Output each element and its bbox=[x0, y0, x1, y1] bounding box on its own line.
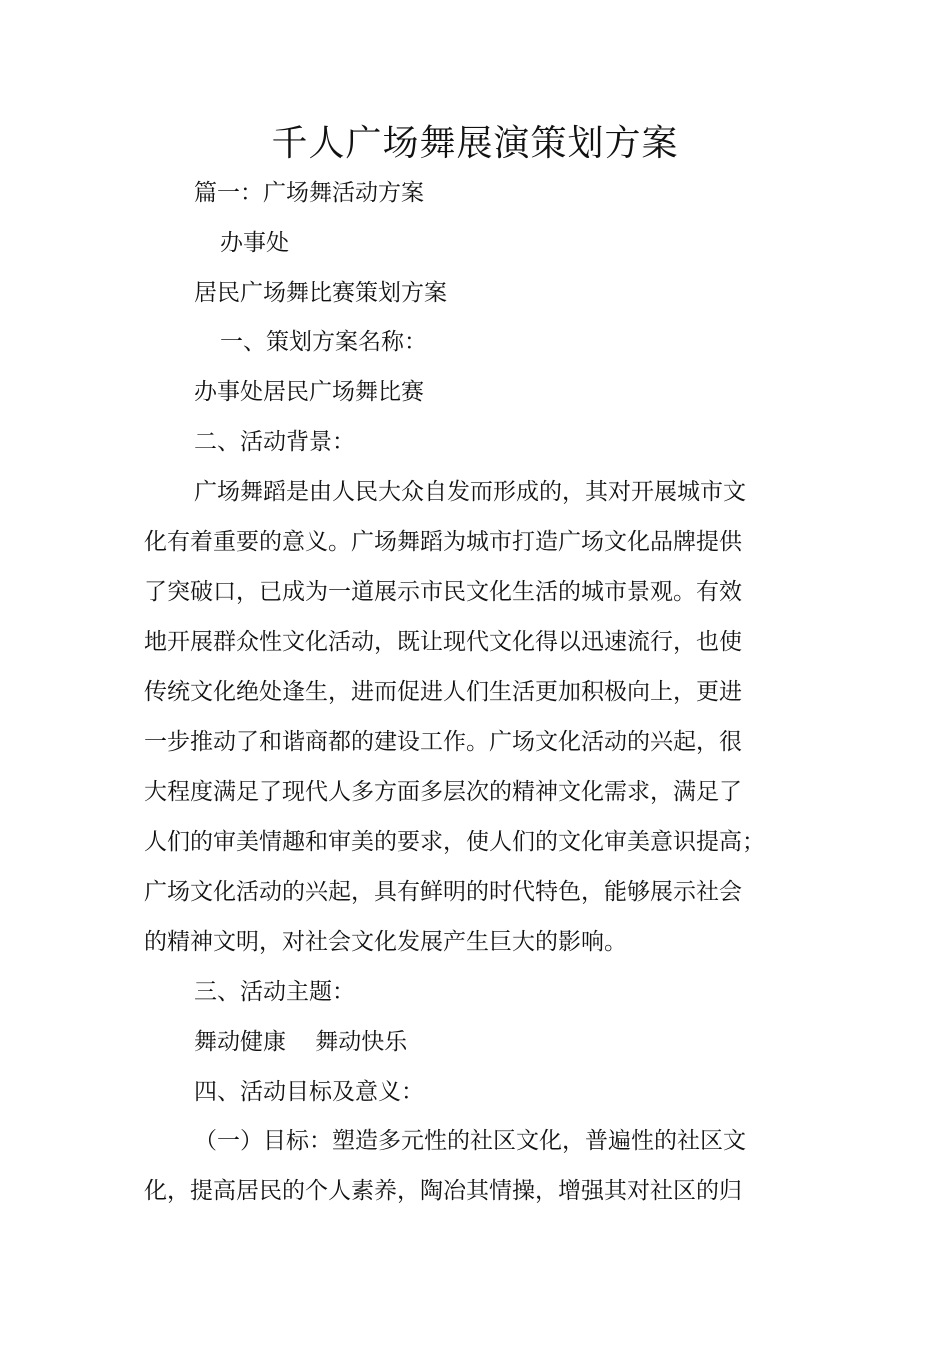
text-line: 篇一：广场舞活动方案 bbox=[194, 180, 424, 206]
text-line: 办事处居民广场舞比赛 bbox=[194, 379, 424, 405]
text-line: 传统文化绝处逢生，进而促进人们生活更加积极向上，更进 bbox=[144, 679, 742, 705]
text-line: 了突破口，已成为一道展示市民文化生活的城市景观。有效 bbox=[144, 579, 742, 605]
text-line: 化有着重要的意义。广场舞蹈为城市打造广场文化品牌提供 bbox=[144, 529, 742, 555]
text-line: 广场文化活动的兴起，具有鲜明的时代特色，能够展示社会 bbox=[144, 879, 742, 905]
text-line: 一、策划方案名称： bbox=[220, 329, 427, 355]
text-line: 的精神文明，对社会文化发展产生巨大的影响。 bbox=[144, 929, 627, 955]
text-line: 地开展群众性文化活动，既让现代文化得以迅速流行，也使 bbox=[144, 629, 742, 655]
text-line: （一）目标：塑造多元性的社区文化，普遍性的社区文 bbox=[194, 1128, 746, 1154]
text-line: 居民广场舞比赛策划方案 bbox=[194, 280, 447, 306]
text-line: 一步推动了和谐商都的建设工作。广场文化活动的兴起，很 bbox=[144, 729, 742, 755]
text-line: 办事处 bbox=[220, 230, 289, 256]
text-line: 二、活动背景： bbox=[194, 429, 355, 455]
text-line: 广场舞蹈是由人民大众自发而形成的，其对开展城市文 bbox=[194, 479, 746, 505]
text-line: 大程度满足了现代人多方面多层次的精神文化需求，满足了 bbox=[144, 779, 742, 805]
text-line: 三、活动主题： bbox=[194, 979, 355, 1005]
text-line: 化，提高居民的个人素养，陶冶其情操，增强其对社区的归 bbox=[144, 1178, 742, 1204]
text-line: 舞动健康 舞动快乐 bbox=[194, 1029, 408, 1055]
document-title: 千人广场舞展演策划方案 bbox=[271, 123, 679, 164]
text-line: 四、活动目标及意义： bbox=[194, 1079, 424, 1105]
text-line: 人们的审美情趣和审美的要求，使人们的文化审美意识提高； bbox=[144, 829, 765, 855]
